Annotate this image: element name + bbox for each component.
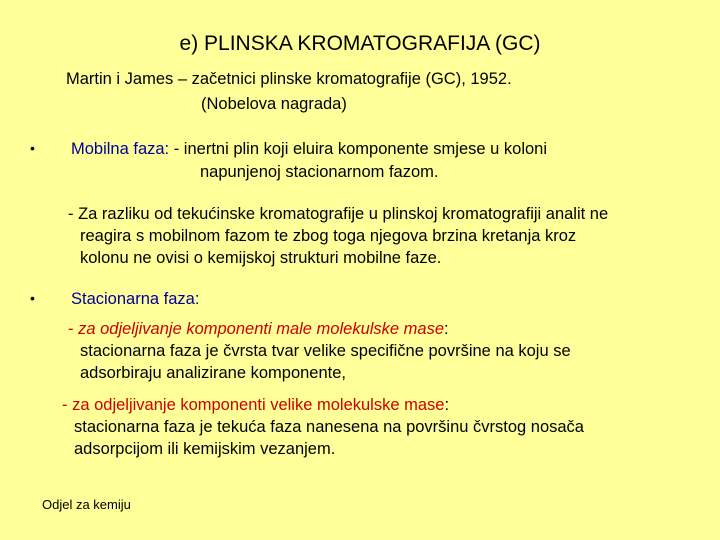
mobile-note-line-1: - Za razliku od tekućinske kromatografije u plinskoj kromatografiji analit ne (68, 205, 609, 223)
small-mass-line-3: adsorbiraju analizirane komponente, (80, 364, 346, 382)
small-mass-line-1 (68, 318, 449, 340)
mobile-note-line-2: reagira s mobilnom fazom te zbog toga njegova brzina kretanja kroz (80, 227, 577, 245)
stationary-phase-label: Stacionarna faza: (71, 290, 200, 308)
large-mass-heading: za odjeljivanje komponenti velike molekulske mase (72, 396, 445, 414)
small-mass-line-2: stacionarna faza je čvrsta tvar velike specifične površine na koju se (80, 342, 571, 360)
mobile-phase-text: - inertni plin koji eluira komponente smjese u koloni (169, 140, 547, 158)
intro-line-2: (Nobelova nagrada) (201, 95, 347, 113)
large-mass-line-2: stacionarna faza je tekuća faza nanesena na površinu čvrstog nosača (74, 418, 584, 436)
mobile-phase-line-2: napunjenoj stacionarnom fazom. (200, 163, 439, 181)
large-mass-colon: : (444, 396, 450, 414)
large-mass-dash: - (62, 396, 73, 414)
slide-title: e) PLINSKA KROMATOGRAFIJA (GC) (179, 32, 541, 55)
small-mass-heading: za odjeljivanje komponenti male molekulske mase (78, 320, 445, 338)
intro-line-1: Martin i James – začetnici plinske kromatografije (GC), 1952. (66, 70, 512, 88)
bullet-mobile: • (30, 140, 35, 156)
bullet-stationary: • (30, 290, 35, 306)
mobile-phase-label: Mobilna faza: (71, 140, 170, 158)
footer-text: Odjel za kemiju (42, 497, 131, 512)
large-mass-line-1 (62, 394, 449, 416)
mobile-note-line-3: kolonu ne ovisi o kemijskoj strukturi mobilne faze. (80, 249, 442, 267)
small-mass-colon: : (444, 320, 449, 338)
large-mass-line-3: adsorpcijom ili kemijskim vezanjem. (74, 440, 336, 458)
mobile-phase-line-1 (71, 138, 547, 160)
small-mass-dash: - (68, 320, 79, 338)
